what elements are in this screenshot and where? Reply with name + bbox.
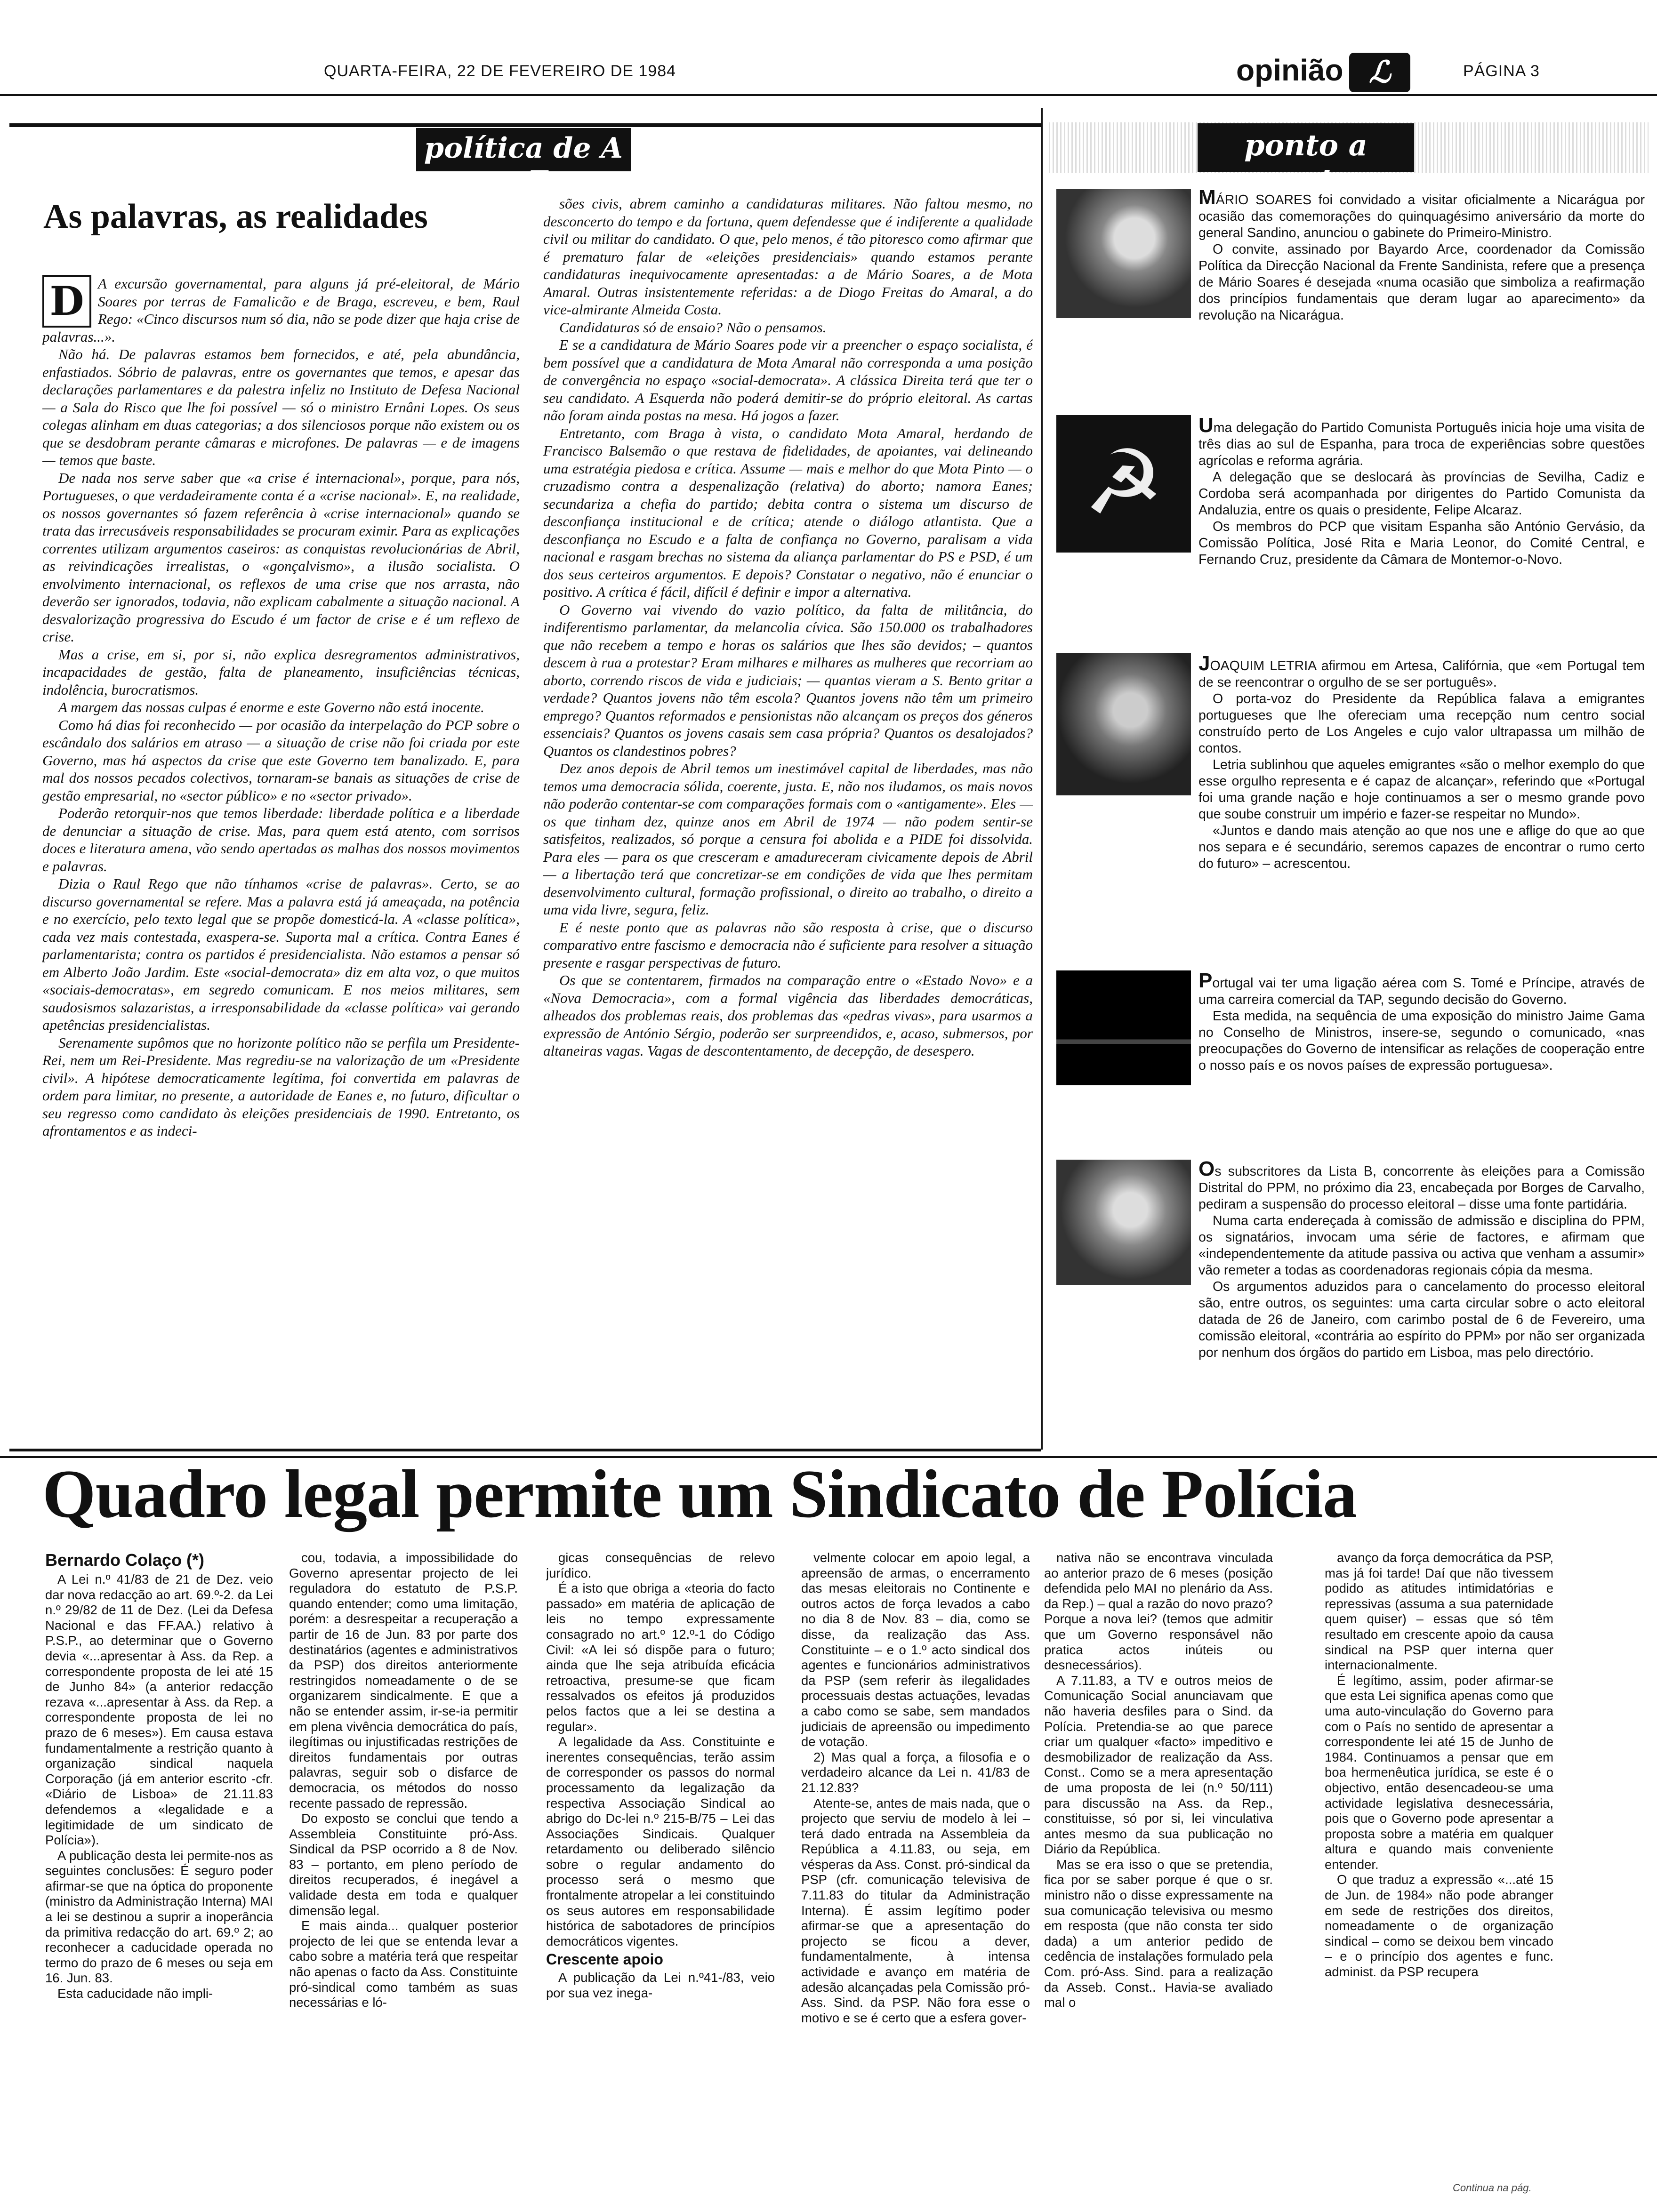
news-paragraph: Os subscritores da Lista B, concorrente às eleições para a Comissão Distrital do PPM, no próximo dia 23, encabeçada por Borges de Carvalho, pediram a suspensão do processo eleitoral – disse uma fonte partidária. <box>1199 1161 1645 1212</box>
column-paragraph: Do exposto se conclui que tendo a Assembleia Constituinte pró-Ass. Sindical da PSP ocorrido a 8 de Nov. 83 – portanto, em pleno período de direitos recuperados, é inegável a validade desta em toda e qualquer dimensão legal. <box>289 1811 518 1918</box>
article-paragraph: Mas a crise, em si, por si, não explica desregramentos administrativos, incapacidades de gestão, falta de planeamento, insuficiências técnicas, indolência, burocratismos. <box>42 646 520 698</box>
photo-hammer-sickle: ☭ <box>1056 415 1191 553</box>
ponto-item-3 <box>1199 655 1645 959</box>
column-paragraph: E mais ainda... qualquer posterior projecto de lei que se entenda levar a cabo sobre a matéria terá que respeitar não apenas o facto da Ass. Constituinte pró-sindical como também as suas necessárias e ló- <box>289 1918 518 2010</box>
column-paragraph: Crescente apoio <box>546 1951 663 1968</box>
news-paragraph: Os argumentos aduzidos para o cancelamento do processo eleitoral são, entre outros, os seguintes: uma carta circular sobre o acto eleitoral datada de 26 de Janeiro, com carimbo postal de 6 de Fevereiro, uma comissão eleitoral, «contrária ao espírito do PPM» por não ser organizada por nenhum dos órgãos do partido em Lisboa, mas pelo directório. <box>1199 1279 1645 1360</box>
column-divider-vertical <box>1041 108 1043 1450</box>
photo-aircraft <box>1056 970 1191 1085</box>
column-paragraph: Mas se era isso o que se pretendia, fica por se saber porque é que o sr. ministro não o disse expressamente na sua comunicação televisiva ou mesmo em resposta (que não consta ter sido dada) a um anterior pedido de cedência de instalações formulado pela Com. pró-Ass. Sind. para a realização da Asseb. Const.. Havia-se avaliado mal o <box>1044 1857 1273 2010</box>
column-2 <box>543 195 1033 1440</box>
article-paragraph: Dizia o Raul Rego que não tínhamos «crise de palavras». Certo, se ao discurso governamental se refere. Mas a palavra está já ameaçada, na potência e no exercício, pelo texto legal que se propõe domesticá-la. A «classe política», cada vez mais contestada, exaspera-se. Suporta mal a crítica. Contra Eanes é parlamentarista; contra os partidos é presidencialista. Não estamos a pensar só em Alberto João Jardim. Este «social-democrata» diz em alta voz, o que muitos «sociais-democratas», em segredo comunicam. E nos meios militares, sem saudosismos salazaristas, a irresponsabilidade da «classe política» vai gerando apetências presidencialistas. <box>42 875 520 1033</box>
article-paragraph: Serenamente supômos que no horizonte político não se perfila um Presidente-Rei, nem um Rei-Presidente. Mas regrediu-se na valorização de um «Presidente civil». A hipótese democraticamente legítima, foi convertida em palavras de ordem para limitar, no presente, a autoridade de Eanes e, no futuro, dificultar o seu regresso como candidato às eleições presidenciais de 1990. Entretanto, os afrontamentos e as indeci- <box>42 1034 520 1139</box>
left-top-rule <box>9 123 1041 127</box>
banner-title: política de A a Z <box>424 132 623 198</box>
article-paragraph: Os que se contentarem, firmados na comparação entre o «Estado Novo» e a «Nova Democracia», com a formal vigência das liberdades democráticas, alheados dos problemas reais, dos problemas das «pedras vivas», para usarmos a expressão de António Sérgio, poderão ser surpreendidos, e, acaso, submersos, por altaneiras vagas. Vagas de descontentamento, de decepção, de desespero. <box>543 972 1033 1059</box>
photo-borges-carvalho <box>1056 1160 1191 1285</box>
ponto-item-2 <box>1199 417 1645 632</box>
article-headline: As palavras, as realidades <box>43 197 428 236</box>
article-paragraph: O Governo vai vivendo do vazio político, da falta de militância, do indiferentismo parlamentar, da melancolia cívica. São 150.000 os trabalhadores que não recebem a tempo e horas os salários que lhes são devidos; – quantos descem à rua a protestar? Eram milhares e milhares as mulheres que recorriam ao aborto, correndo riscos de vida e judiciais; — quantas vieram a S. Bento gritar a verdade? Quantos jovens não têm escola? Quantos jovens não têm um primeiro emprego? Quantos reformados e pensionistas não alcançam os preços dos géneros essenciais? Quantos os jovens casais sem casa própria? Quantos os desalojados? Quantos os clandestinos pobres? <box>543 601 1033 759</box>
news-paragraph: «Juntos e dando mais atenção ao que nos une e aflige do que ao que nos separa e é secundário, seremos capazes de encontrar o rumo certo do futuro» – acrescentou. <box>1199 823 1645 871</box>
column-paragraph: cou, todavia, a impossibilidade do Governo apresentar projecto de lei reguladora do estatuto de P.S.P. quando entender; como uma limitação, porém: a desrespeitar a recuperação a partir de 16 de Jun. 83 por parte dos destinatários (agentes e administrativos da PSP) dos direitos anteriormente restringidos nomeadamente o de se organizarem sindicalmente. E que a não se entender assim, ir-se-ia permitir em plena vivência democrática do país, ilegítimas ou injustificadas restrições de direitos fundamentais por outras palavras, seguir sob o disfarce de democracia, os métodos do nosso recente passado de repressão. <box>289 1550 518 1811</box>
column-paragraph: velmente colocar em apoio legal, a apreensão de armas, o encerramento das mesas eleitorais no Continente e outros actos de força levados a cabo no dia 8 de Nov. 83 – dia, como se disse, da realização das Ass. Constituinte – e o 1.º acto sindical dos agentes e funcionários administrativos da PSP (sem referir às ilegalidades processuais destas actuações, levadas a cabo como se sabe, sem mandados judiciais de apreensão ou impedimento de votação. <box>801 1550 1030 1749</box>
column-paragraph: Esta caducidade não impli- <box>57 1986 213 2001</box>
bottom-column-5 <box>1044 1550 1273 2193</box>
dateline: QUARTA-FEIRA, 22 DE FEVEREIRO DE 1984 <box>324 62 676 80</box>
news-paragraph: Numa carta endereçada à comissão de admissão e disciplina do PPM, os signatários, invocam uma série de factores, e afirmam que «independentemente da atitude passiva ou activa que venham a assumir» vão remeter a todas as coordenadoras regionais cópia da mesma. <box>1199 1213 1645 1278</box>
left-bottom-rule <box>9 1449 1041 1451</box>
ponto-banner-title: ponto a ponto <box>1244 128 1367 197</box>
news-paragraph: Esta medida, na sequência de uma exposição do ministro Jaime Gama no Conselho de Ministros, insere-se, segundo o comunicado, «nas preocupações do Governo de intensificar as relações de cooperação entre o nosso país e os novos países de expressão portuguesa». <box>1199 1009 1645 1073</box>
article-paragraph: E é neste ponto que as palavras não são resposta à crise, que o discurso comparativo entre fascismo e democracia não é suficiente para resolver a situação presente e rasgar perspectivas de futuro. <box>543 919 1033 971</box>
column-paragraph: avanço da força democrática da PSP, mas já foi tarde! Daí que não tivessem podido as atitudes intimidatórias e repressivas (assuma a sua paternidade quem quiser) – essas que só têm resultado em crescente apoio da causa sindical na PSP quer interna quer internacionalmente. <box>1325 1550 1553 1673</box>
article-paragraph: sões civis, abrem caminho a candidaturas militares. Não faltou mesmo, no desconcerto do tempo e da fortuna, quem defendesse que é indiferente a qualidade civil ou militar do candidato. O que, pelo menos, é tão pitoresco como afirmar que é prematuro falar de «eleições presidenciais» quando estamos perante candidaturas inequivocamente apresentadas: a de Mário Soares, a de Mota Amaral. Outras insistentemente referidas: a de Diogo Freitas do Amaral, a do vice-almirante Almeida Costa. <box>543 195 1033 318</box>
bottom-column-3 <box>546 1550 775 2193</box>
bottom-column-1 <box>45 1572 273 2193</box>
photo-joaquim-letria <box>1056 653 1191 795</box>
ponto-item-4 <box>1199 972 1645 1143</box>
news-paragraph: MÁRIO SOARES foi convidado a visitar oficialmente a Nicarágua por ocasião das comemorações do quinquagésimo aniversário da morte do general Sandino, anunciou o gabinete do Primeiro-Ministro. <box>1199 189 1645 240</box>
news-paragraph: Uma delegação do Partido Comunista Português inicia hoje uma visita de três dias ao sul de Espanha, para troca de experiências sobre questões agrícolas e reforma agrária. <box>1199 417 1645 468</box>
article-paragraph: Poderão retorquir-nos que temos liberdade: liberdade política e a liberdade de denunciar a situação de crise. Mas, para quem está atento, com sorrisos doces e literatura amena, vão sendo apertadas as malhas dos nossos movimentos e palavras. <box>42 805 520 874</box>
article-paragraph: Como há dias foi reconhecido — por ocasião da interpelação do PCP sobre o escândalo dos salários em atraso — a situação de crise não foi criada por este Governo, mas há aspectos da crise que este Governo tem banalizado. E, para mal dos nossos pecados colectivos, tornaram-se banais as situações de crise de gestão empresarial, no «sector público» e no «sector privado». <box>42 716 520 804</box>
news-paragraph: Portugal vai ter uma ligação aérea com S. Tomé e Príncipe, através de uma carreira comercial da TAP, segundo decisão do Governo. <box>1199 972 1645 1007</box>
photo-mario-soares <box>1056 189 1191 318</box>
column-paragraph: gicas consequências de relevo jurídico. <box>546 1550 775 1580</box>
section-label: opinião <box>1236 53 1343 87</box>
article-paragraph: E se a candidatura de Mário Soares pode vir a preencher o espaço socialista, é bem possível que a candidatura de Mota Amaral não corresponda a uma posição de convergência no espaço «social-democrata». A clássica Direita terá que ter o seu candidato. A Esquerda não poderá demitir-se do próprio eleitoral. As cartas não foram ainda postas na mesa. Há jogos a fazer. <box>543 337 1033 424</box>
article-paragraph: A excursão governamental, para alguns já pré-eleitoral, de Mário Soares por terras de Famalicão e de Braga, escreveu, e bem, Raul Rego: «Cinco discursos num só dia, não se pode dizer que haja crise de palavras...». <box>42 275 520 345</box>
byline: Bernardo Colaço (*) <box>45 1550 205 1570</box>
column-1 <box>42 275 520 1440</box>
column-paragraph: 2) Mas qual a força, a filosofia e o verdadeiro alcance da Lei n. 41/83 de 21.12.83? <box>801 1749 1030 1795</box>
news-paragraph: JOAQUIM LETRIA afirmou em Artesa, Califórnia, que «em Portugal tem de se reencontrar o orgulho de se ser português». <box>1199 655 1645 690</box>
column-paragraph: A publicação da Lei n.º41-/83, veio por sua vez inega- <box>546 1970 775 2000</box>
column-paragraph: nativa não se encontrava vinculada ao anterior prazo de 6 meses (posição defendida pelo MAI no plenário da Ass. da Rep.) – qual a razão do novo prazo? Porque a nova lei? (temos que admitir que um Governo responsável não pratica actos inúteis ou desnecessários). <box>1044 1550 1273 1673</box>
article-paragraph: A margem das nossas culpas é enorme e este Governo não está inocente. <box>58 699 484 715</box>
column-paragraph: O que traduz a expressão «...até 15 de Jun. de 1984» não pode abranger em sede de restrições dos direitos, nomeadamente o de organização sindical – como se deixou bem vincado – e o princípio dos agentes e func. administ. da PSP recupera <box>1325 1872 1553 1980</box>
bottom-column-6 <box>1325 1550 1553 2176</box>
news-paragraph: Os membros do PCP que visitam Espanha são António Gervásio, da Comissão Política, José Rita e Maria Leonor, do Comité Central, e Fernando Cruz, presidente da Câmara de Montemor-o-Novo. <box>1199 519 1645 567</box>
header-rule <box>0 94 1657 96</box>
bottom-column-2 <box>289 1550 518 2193</box>
ponto-item-5 <box>1199 1161 1645 1443</box>
column-paragraph: A 7.11.83, a TV e outros meios de Comunicação Social anunciavam que não haveria desfiles para o Sind. da Polícia. Pretendia-se ao que parece criar um qualquer «facto» impeditivo e desmobilizador de realização da Ass. Const.. Como se a mera apresentação de uma proposta de lei (n.º 50/111) para discussão na Ass. da Rep., constituisse, só por si, lei vinculativa antes mesmo da sua publicação no Diário da República. <box>1044 1673 1273 1857</box>
article-paragraph: Entretanto, com Braga à vista, o candidato Mota Amaral, herdando de Francisco Balsemão o que restava de fidelidades, de apoiantes, vai delineando uma estratégia piedosa e crítica. Assume — mais e melhor do que Mota Pinto — o cruzadismo contra a despenalização (relativa) do aborto; namora Eanes; secundariza a chefia do partido; debita contra o sistema um discurso de desconfiança institucional e de crítica; atende o diálogo atlantista. Que a desconfiança no Escudo e a falta de confiança no Governo, paralisam a vida nacional e rasgam brechas no sistema da aliança parlamentar do PS e PSD, é um dos seus certeiros argumentos. E depois? Constatar o negativo, não é enunciar o positivo. A crítica é fácil, difícil é definir e impor a alternativa. <box>543 425 1033 600</box>
column-paragraph: A legalidade da Ass. Constituinte e inerentes consequências, terão assim de corresponder os passos do normal processamento da legalização da respectiva Associação Sindical ao abrigo do Dc-lei n.º 215-B/75 – Lei das Associações Sindicais. Qualquer retardamento ou deliberado silêncio sobre o regular andamento do processo será o mesmo que frontalmente atropelar a lei constituindo os seus autores em responsabilidade histórica de sabotadores de princípios democráticos vigentes. <box>546 1734 775 1948</box>
continua-note: Continua na pág. <box>1453 2182 1532 2194</box>
bottom-headline: Quadro legal permite um Sindicato de Polícia <box>42 1456 1357 1532</box>
drop-cap: D <box>42 275 91 328</box>
bottom-column-4 <box>801 1550 1030 2193</box>
news-paragraph: Letria sublinhou que aqueles emigrantes «são o melhor exemplo do que esse orgulho representa e é capaz de alcançar», referindo que «Portugal foi uma grande nação e hoje continuamos a ser o mesmo grande povo que soube construir um império e fazer-se respeitar no Mundo». <box>1199 757 1645 822</box>
page-number: PÁGINA 3 <box>1463 62 1540 80</box>
article-paragraph: Dez anos depois de Abril temos um inestimável capital de liberdades, mas não temos uma democracia sólida, coerente, justa. E, não nos iludamos, os mais novos não poderão contentar-se com comparações formais com o «antigamente». Eles — os que tinham dez, quinze anos em Abril de 1974 — não podem sentir-se satisfeitos, realizados, só porque a censura foi abolida e a PIDE foi dissolvida. Para eles — para os que cresceram e amadureceram civicamente depois de Abril — a libertação terá que concretizar-se em condições de vida que lhes permitam desenvolvimento cultural, formação profissional, o direito ao trabalho, o direito a uma vida livre, segura, feliz. <box>543 760 1033 918</box>
masthead-logo: ℒ <box>1349 53 1410 92</box>
column-paragraph: A publicação desta lei permite-nos as seguintes conclusões: É seguro poder afirmar-se que na óptica do proponente (ministro da Administração Interna) MAI a lei se destinou a suprir a inoperância da primitiva redacção do art. 69.º 2; ao reconhecer a caducidade operada no termo do prazo de 6 meses ou seja em 16. Jun. 83. <box>45 1848 273 1986</box>
column-paragraph: Atente-se, antes de mais nada, que o projecto que serviu de modelo à lei – terá dado entrada na Assembleia da República a 4.11.83, ou seja, em vésperas da Ass. Const. pró-sindical da PSP (cfr. comunicação televisiva de 7.11.83 do titular da Administração Interna). É assim legítimo poder afirmar-se que a apresentação do projecto se ficou a dever, fundamentalmente, à intensa actividade e avanço em matéria de adesão alcançadas pela Comissão pró-Ass. Sind. da PSP. Não fora esse o motivo e se é certo que a esfera gover- <box>801 1795 1030 2025</box>
drop-cap-spacer <box>42 275 98 328</box>
news-paragraph: O porta-voz do Presidente da República falava a emigrantes portugueses que lhe ofereciam uma recepção num centro social construído perto de Los Angeles e cujo valor ultrapassa um milhão de contos. <box>1199 691 1645 756</box>
article-paragraph: Candidaturas só de ensaio? Não o pensamos. <box>559 319 827 336</box>
news-paragraph: A delegação que se deslocará às províncias de Sevilha, Cadiz e Cordoba será acompanhada por dirigentes do Partido Comunista da Andaluzia, entre os quais o presidente, Felipe Alcaraz. <box>1199 470 1645 518</box>
column-paragraph: A Lei n.º 41/83 de 21 de Dez. veio dar nova redacção ao art. 69.º-2. da Lei n.º 29/82 de 11 de Dez. (Lei da Defesa Nacional e das FF.AA.) relativo à P.S.P., ao determinar que o Governo devia «...apresentar à Ass. da Rep. a correspondente proposta de lei até 15 de Junho 84» (a anterior redacção rezava «...apresentar à Ass. da Rep. a correspondente proposta de lei no prazo de 6 meses»). Em causa estava fundamentalmente a restrição quanto à organização sindical naquela Corporação (já em anterior escrito -cfr. «Diário de Lisboa» de 21.11.83 defendemos a «legalidade e a legitimidade de um sindicato de Polícia»). <box>45 1572 273 1848</box>
ponto-item-1 <box>1199 189 1645 406</box>
article-paragraph: Não há. De palavras estamos bem fornecidos, e até, pela abundância, enfastiados. Sóbrio de palavras, entre os governantes que temos, e apesar das declarações parlamentares e da palestra infeliz no Instituto de Defesa Nacional — a Sala do Risco que lhe foi possível — só o ministro Ernâni Lopes. Os seus colegas alinham em duas categorias; a dos silenciosos porque não existem ou os que se desdobram perante câmaras e microfones. De palavras — e de imagens — temos que baste. <box>42 346 520 468</box>
news-paragraph: O convite, assinado por Bayardo Arce, coordenador da Comissão Política da Direcção Nacional da Frente Sandinista, refere que a presença de Mário Soares é desejada «numa ocasião que simboliza a reafirmação dos princípios fundamentais que deram lugar ao aparecimento» da revolução na Nicarágua. <box>1199 242 1645 323</box>
column-paragraph: É a isto que obriga a «teoria do facto passado» em matéria de aplicação de leis no tempo expressamente consagrado no art.º 12.º-1 do Código Civil: «A lei só dispõe para o futuro; ainda que lhe seja atribuída eficácia retroactiva, presume-se que ficam ressalvados os efeitos já produzidos pelos factos que a lei se destina a regular». <box>546 1581 775 1734</box>
article-paragraph: De nada nos serve saber que «a crise é internacional», porque, para nós, Portugueses, o que verdadeiramente conta é a «crise nacional». E, na realidade, os nossos governantes só fazem referência à «crise internacional» quando se trata das irrecusáveis responsabilidades se procuram eximir. Para as explicações correntes utilizam argumentos caseiros: as conquistas revolucionárias de Abril, as reivindicações irrealistas, o «gonçalvismo», a ilusão socialista. O envolvimento internacional, os reflexos de uma crise que nos arrasta, não deverão ser ignorados, todavia, não explicam cabalmente a situação nacional. A desvalorização progressiva do Escudo é um factor de crise e é um reflexo de crise. <box>42 469 520 645</box>
column-paragraph: É legítimo, assim, poder afirmar-se que esta Lei significa apenas como que uma auto-vinculação do Governo para com o País no sentido de apresentar a correspondente lei até 15 de Junho de 1984. Continuamos a pensar que em boa hermenêutica jurídica, se este é o objectivo, então desencadeou-se uma actividade legislativa desnecessária, pois que o Governo pode apresentar a proposta sobre a matéria em qualquer altura e quando mais conveniente entender. <box>1325 1673 1553 1872</box>
